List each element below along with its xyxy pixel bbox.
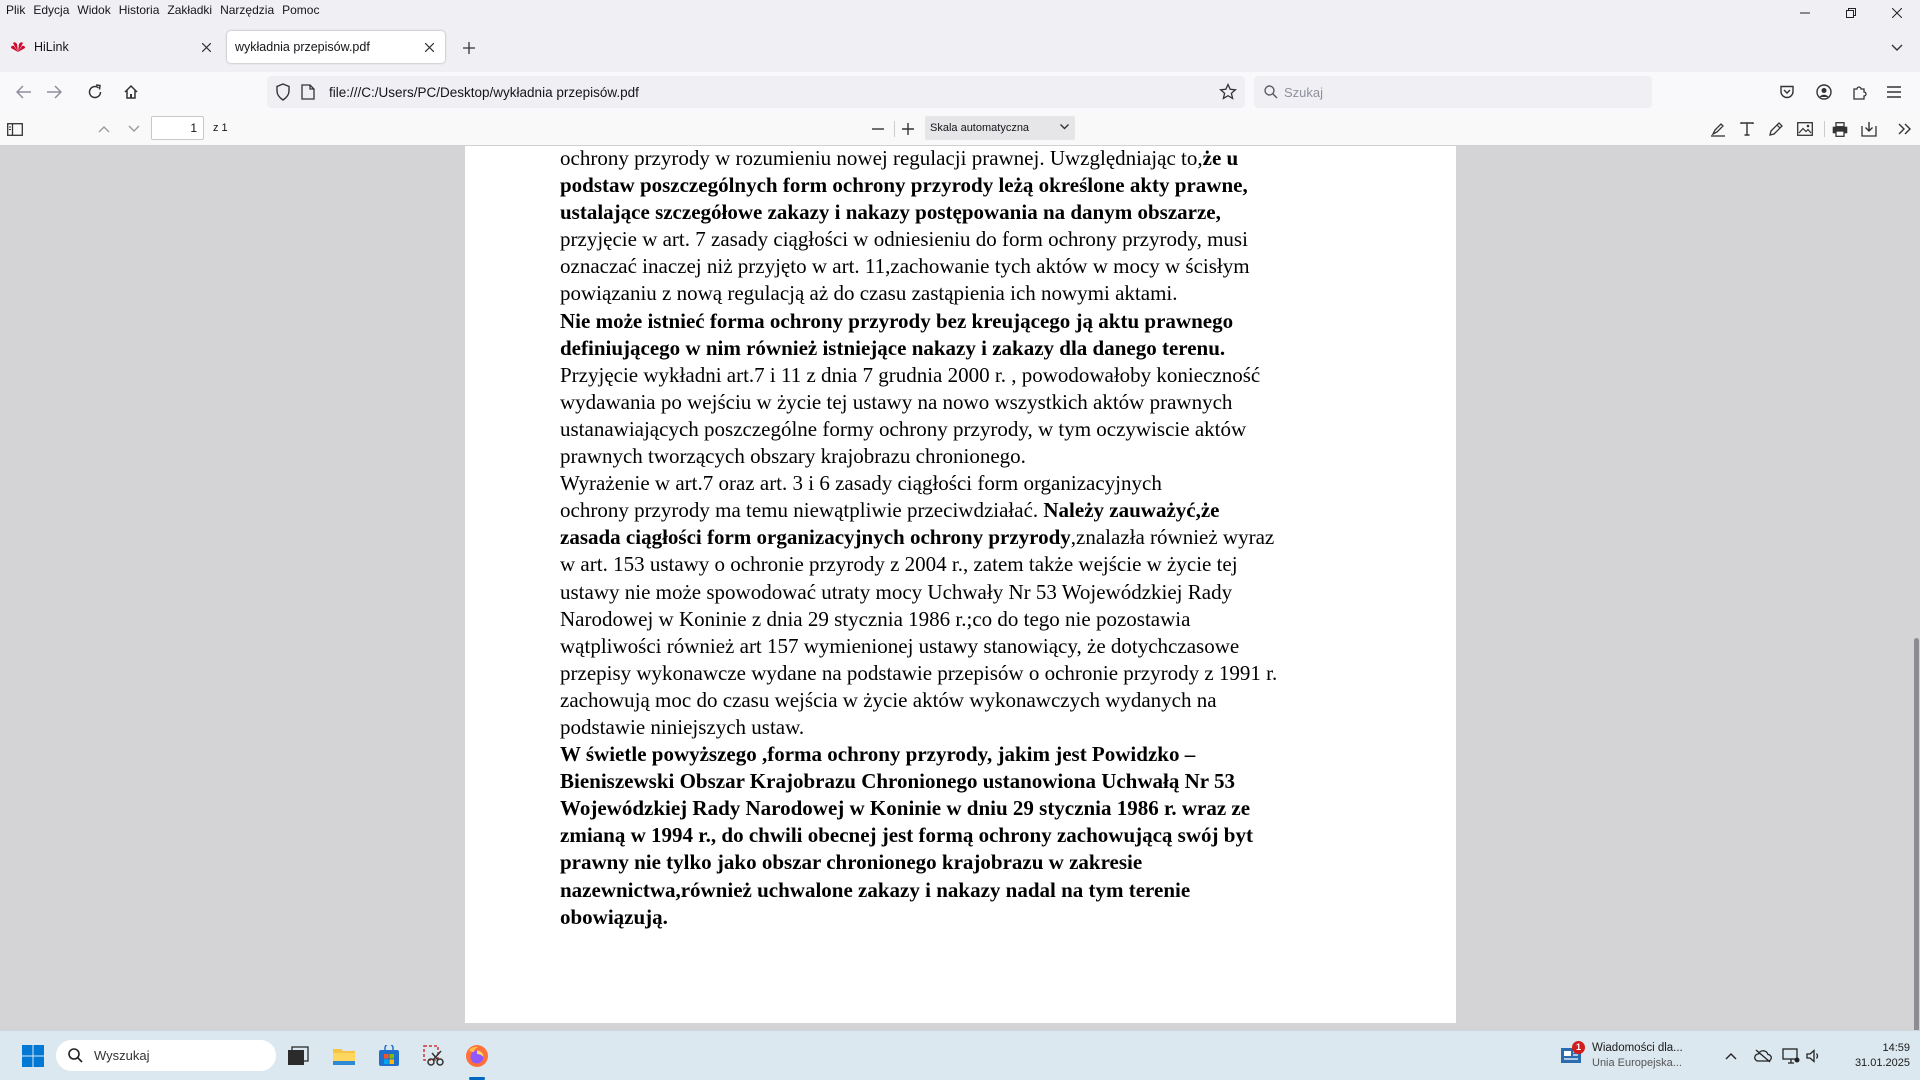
task-view-icon [287,1046,309,1066]
search-bar[interactable] [1254,76,1652,108]
pdf-text-line [560,633,1440,660]
text-annotation-button[interactable] [1735,117,1759,141]
next-page-button[interactable] [122,117,146,141]
pdf-bold-text: podstaw poszczególnych form ochrony przyrody leżą określone akty prawne, [560,173,1248,198]
url-bar[interactable] [267,76,1245,108]
store-icon [378,1045,400,1067]
pdf-text-line [560,226,1440,253]
arrow-left-icon [16,85,32,99]
toolbar-separator [894,121,895,137]
tab-hilink[interactable] [4,31,222,63]
pdf-text: ochrony przyrody ma temu niewątpliwie przeciwdziałać. [560,498,1044,523]
pdf-bold-text: ustalające szczegółowe zakazy i nakazy postępowania na danym obszarze, [560,200,1221,225]
pdf-text: zachowują moc do czasu wejścia w życie aktów wykonawczych wydanych na [560,687,1217,712]
pdf-bold-text: Wojewódzkiej Rady Narodowej w Koninie w dniu 29 stycznia 1986 r. wraz ze [560,796,1251,821]
double-chevron-right-icon [1898,123,1912,135]
chevron-down-icon [1060,124,1069,130]
sidebar-toggle-button[interactable] [3,117,27,141]
taskbar-search-placeholder: Wyszukaj [94,1048,150,1063]
print-button[interactable] [1828,117,1852,141]
task-view-button[interactable] [283,1041,313,1071]
pdf-text-line [560,687,1440,714]
page-total-label: z 1 [213,122,228,134]
pdf-text: przepisy wykonawcze wydane na podstawie przepisów o ochronie przyrody z 1991 r. [560,660,1278,685]
sidebar-icon [7,123,23,136]
taskbar-search[interactable] [56,1040,276,1071]
zoom-scale-select[interactable] [925,116,1075,140]
pdf-page [465,146,1456,1023]
news-subtitle: Unia Europejska... [1592,1057,1682,1069]
pdf-text-line [560,470,1440,497]
pdf-text: prawnych tworzących obszary krajobrazu chronionego. [560,444,1026,469]
zoom-out-button[interactable] [866,117,890,141]
chevron-down-icon [1891,44,1903,52]
pdf-text-line [560,362,1440,389]
pdf-text: Narodowej w Koninie z dnia 29 stycznia 1986 r.;co do tego nie pozostawia [560,606,1191,631]
pdf-text-line [560,497,1440,524]
volume-button[interactable] [1805,1047,1823,1065]
tab-title: wykładnia przepisów.pdf [235,40,370,54]
page-number-input[interactable]: 1 [151,116,204,140]
search-icon [1264,85,1278,99]
pdf-text: powiązaniu z nową regulacją aż do czasu zastąpienia ich nowymi aktami. [560,281,1178,306]
close-icon [202,43,211,52]
pdf-text: ustawy nie może spowodować utraty mocy Uchwały Nr 53 Wojewódzkiej Rady [560,579,1233,604]
close-icon [425,43,434,52]
url-text[interactable]: file:///C:/Users/PC/Desktop/wykładnia przepisów.pdf [329,85,639,100]
chevron-up-icon [1725,1052,1737,1060]
image-icon [1797,122,1813,136]
pdf-text-line [560,335,1440,362]
windows-logo-icon [21,1044,45,1068]
extensions-button[interactable] [1845,78,1873,106]
pdf-text-line [560,904,1440,931]
pdf-bold-text: że u [1202,146,1239,170]
pdf-text: Przyjęcie wykładni art.7 i 11 z dnia 7 grudnia 2000 r. , powodowałoby konieczność [560,362,1261,387]
pdf-bold-text: zmianą w 1994 r., do chwili obecnej jest formą ochrony zachowującą swój byt [560,823,1253,848]
restore-icon [1846,8,1856,18]
pdf-text-line [560,551,1440,578]
toolbar-separator [1824,121,1825,137]
pdf-text-line [560,606,1440,633]
close-tab-button[interactable] [417,35,441,59]
highlighter-icon [1710,121,1726,137]
pdf-text-line [560,253,1440,280]
store-button[interactable] [374,1041,404,1071]
pdf-text-line [560,280,1440,307]
home-button[interactable] [117,78,145,106]
pdf-text: ,znalazła również wyraz [1070,525,1275,550]
printer-icon [1832,122,1848,137]
pdf-text-line [560,714,1440,741]
add-image-button[interactable] [1793,117,1817,141]
tab-title: HiLink [34,40,69,54]
download-icon [1861,121,1877,137]
pen-icon [1768,121,1784,137]
pdf-text-line [560,877,1440,904]
close-tab-button[interactable] [194,35,218,59]
pdf-bold-text: prawny nie tylko jako obszar chronionego krajobrazu w zakresie [560,850,1143,875]
zoom-scale-value: Skala automatyczna [930,122,1030,134]
pocket-button[interactable] [1773,78,1801,106]
network-button[interactable] [1782,1047,1800,1065]
previous-page-button[interactable] [92,117,116,141]
zoom-in-button[interactable] [896,117,920,141]
hamburger-menu-icon [1887,86,1901,98]
puzzle-icon [1851,84,1867,100]
highlight-button[interactable] [1706,117,1730,141]
firefox-button[interactable] [462,1041,492,1071]
pdf-text-layer [560,146,1440,931]
pdf-text: ustanawiających poszczególne formy ochrony przyrody, w tym oczywiscie aktów [560,416,1247,441]
menu-bookmarks[interactable]: Zakładki [167,3,213,17]
chevron-up-icon [98,125,110,133]
pdf-text: Wyrażenie w art.7 oraz art. 3 i 6 zasady ciągłości form organizacyjnych [560,471,1162,496]
pdf-bold-text: W świetle powyższego ,forma ochrony przyrody, jakim jest Powidzko – [560,742,1196,767]
snipping-tool-button[interactable] [419,1041,449,1071]
draw-button[interactable] [1764,117,1788,141]
pdf-text: ochrony przyrody w rozumieniu nowej regulacji prawnej. Uwzględniając to, [560,146,1203,170]
pdf-text-line [560,579,1440,606]
folder-icon [332,1046,356,1066]
search-input[interactable]: Szukaj [1284,85,1324,100]
menu-view[interactable]: Widok [77,3,111,17]
pdf-text: wydawania po wejściu w życie tej ustawy na nowo wszystkich aktów prawnych [560,389,1233,414]
taskbar [0,1030,1920,1080]
pdf-text-line [560,741,1440,768]
pdf-text: przyjęcie w art. 7 zasady ciągłości w odniesieniu do form ochrony przyrody, musi [560,227,1248,252]
start-button[interactable] [18,1041,48,1071]
shield-icon[interactable] [275,83,291,101]
nav-bar [0,72,1920,112]
clock-time: 14:59 [1882,1042,1910,1054]
chevron-down-icon [128,125,140,133]
pdf-bold-text: Nie może istnieć forma ochrony przyrody bez kreującego ją aktu prawnego [560,308,1234,333]
account-button[interactable] [1810,78,1838,106]
text-icon [1740,122,1754,136]
pdf-bold-text: Należy zauważyć,że [1043,498,1220,523]
pdf-text-line [560,199,1440,226]
pdf-bold-text: zasada ciągłości form organizacyjnych ochrony przyrody [560,525,1071,550]
pdf-text-line [560,146,1440,172]
firefox-icon [465,1044,489,1068]
pdf-bold-text: definiującego w nim również istniejące nakazy i zakazy dla danego terenu. [560,335,1226,360]
pdf-bold-text: Bieniszewski Obszar Krajobrazu Chronionego ustanowiona Uchwałą Nr 53 [560,769,1235,794]
plus-icon [902,123,914,135]
show-hidden-icons-button[interactable] [1722,1047,1740,1065]
pdf-text-line [560,443,1440,470]
pdf-text: wątpliwości również art 157 wymienionej ustawy stanowiący, że dotychczasowe [560,633,1240,658]
minimize-icon [1800,8,1810,18]
minus-icon [872,123,884,135]
pdf-text-line [560,768,1440,795]
menu-items [6,3,327,17]
close-icon [1892,8,1902,18]
pdf-text-line [560,849,1440,876]
system-clock[interactable] [1830,1041,1910,1071]
tools-menu-button[interactable] [1893,117,1917,141]
save-button[interactable] [1857,117,1881,141]
tab-pdf[interactable] [227,31,445,63]
vertical-scrollbar[interactable] [1914,638,1919,1030]
snipping-tool-icon [423,1045,445,1067]
plus-icon [463,42,475,54]
pdf-text-line [560,416,1440,443]
menu-file[interactable]: Plik [6,3,26,17]
news-title: Wiadomości dla... [1592,1042,1683,1054]
pdf-toolbar [0,112,1920,146]
page-icon [301,84,315,100]
pdf-text-line [560,308,1440,335]
pocket-icon [1779,84,1795,100]
new-tab-button[interactable] [458,37,480,59]
news-widget[interactable] [1560,1041,1700,1073]
pdf-text-line [560,524,1440,551]
clock-date: 31.01.2025 [1854,1057,1910,1069]
network-monitor-icon [1782,1048,1800,1064]
pdf-text-line [560,389,1440,416]
tab-bar [0,22,1920,72]
bookmark-star-icon[interactable] [1219,83,1237,101]
notification-badge: 1 [1572,1041,1585,1054]
pdf-text-line [560,172,1440,199]
menu-bar [0,0,1920,22]
pdf-viewer[interactable] [0,146,1920,1030]
menu-history[interactable]: Historia [118,3,160,17]
pdf-text-line [560,822,1440,849]
speaker-icon [1806,1049,1822,1063]
account-icon [1816,84,1832,100]
pdf-bold-text: nazewnictwa,również uchwalone zakazy i nakazy nadal na tym terenie [560,877,1191,902]
huawei-logo-icon [10,39,26,55]
back-button[interactable] [10,78,38,106]
menu-tools[interactable]: Narzędzia [220,3,275,17]
app-menu-button[interactable] [1880,78,1908,106]
search-icon [68,1048,83,1063]
reload-icon [87,84,103,100]
home-icon [123,84,139,100]
forward-button[interactable] [40,78,68,106]
cloud-offline-icon [1754,1049,1772,1063]
list-all-tabs-button[interactable] [1886,37,1908,59]
arrow-right-icon [46,85,62,99]
pdf-text: podstawie niniejszych ustaw. [560,714,805,739]
pdf-text-line [560,795,1440,822]
menu-help[interactable]: Pomoc [282,3,320,17]
file-explorer-button[interactable] [329,1041,359,1071]
pdf-text-line [560,660,1440,687]
menu-edit[interactable]: Edycja [33,3,70,17]
reload-button[interactable] [81,78,109,106]
onedrive-button[interactable] [1754,1047,1772,1065]
pdf-text: oznaczać inaczej niż przyjęto w art. 11,zachowanie tych aktów w mocy w ścisłym [560,254,1250,279]
pdf-bold-text: obowiązują. [560,904,668,929]
pdf-text: w art. 153 ustawy o ochronie przyrody z 2004 r., zatem także wejście w życie tej [560,552,1238,577]
